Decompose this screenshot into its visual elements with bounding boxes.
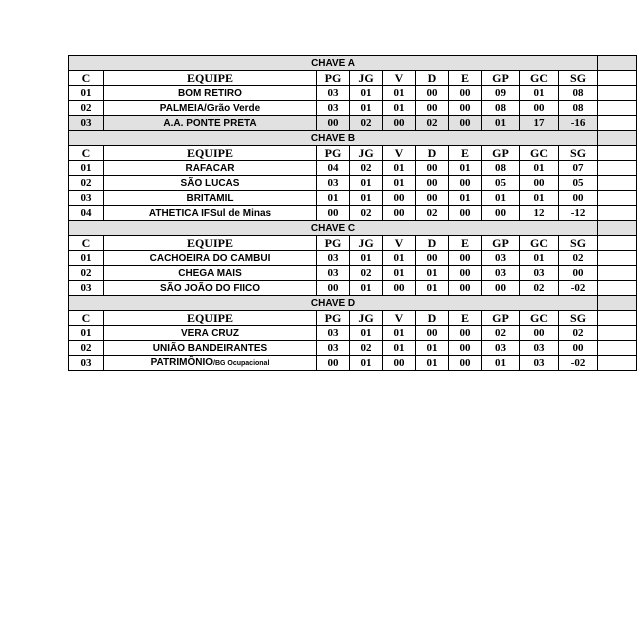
games-played-cell: 01 [350,191,383,206]
goals-for-cell: 01 [482,191,520,206]
draws-cell: 00 [449,356,482,371]
points-cell: 03 [317,341,350,356]
col-header-gc: GC [520,236,559,251]
position-cell: 04 [69,206,104,221]
empty-cell [598,341,637,356]
empty-cell [598,161,637,176]
col-header-team: EQUIPE [104,146,317,161]
group-title-row [69,56,637,71]
empty-cell [598,146,637,161]
col-header-v: V [383,71,416,86]
goal-difference-cell: 08 [559,101,598,116]
wins-cell: 01 [383,101,416,116]
group-title: CHAVE D [69,296,598,311]
empty-cell [598,326,637,341]
team-name-cell [104,86,317,101]
team-name: CHEGA MAIS [178,267,242,279]
col-header-gc: GC [520,71,559,86]
empty-cell [598,101,637,116]
losses-cell: 01 [416,341,449,356]
group-title: CHAVE C [69,221,598,236]
wins-cell: 01 [383,326,416,341]
col-header-gp: GP [482,311,520,326]
col-header-d: D [416,236,449,251]
table-row [69,161,637,176]
team-name-cell [104,341,317,356]
wins-cell: 00 [383,281,416,296]
losses-cell: 01 [416,356,449,371]
position-cell: 02 [69,101,104,116]
goals-against-cell: 01 [520,86,559,101]
games-played-cell: 01 [350,326,383,341]
goals-for-cell: 00 [482,206,520,221]
empty-cell [598,281,637,296]
games-played-cell: 01 [350,251,383,266]
goals-for-cell: 01 [482,116,520,131]
games-played-cell: 01 [350,281,383,296]
goals-against-cell: 00 [520,326,559,341]
empty-cell [598,266,637,281]
table-row [69,326,637,341]
empty-cell [598,251,637,266]
points-cell: 03 [317,86,350,101]
col-header-gp: GP [482,236,520,251]
empty-cell [598,191,637,206]
col-header-gc: GC [520,146,559,161]
table-row [69,116,637,131]
goals-against-cell: 01 [520,251,559,266]
games-played-cell: 01 [350,86,383,101]
points-cell: 00 [317,116,350,131]
col-header-gc: GC [520,311,559,326]
goals-for-cell: 08 [482,101,520,116]
points-cell: 00 [317,356,350,371]
team-name: RAFACAR [185,162,235,174]
col-header-team: EQUIPE [104,236,317,251]
group-title: CHAVE B [69,131,598,146]
col-header-jg: JG [350,71,383,86]
goals-for-cell: 09 [482,86,520,101]
goals-for-cell: 00 [482,281,520,296]
games-played-cell: 02 [350,116,383,131]
goals-against-cell: 12 [520,206,559,221]
goals-for-cell: 02 [482,326,520,341]
col-header-pg: PG [317,236,350,251]
points-cell: 03 [317,101,350,116]
table-row [69,281,637,296]
standings-table [68,55,637,371]
empty-cell [598,311,637,326]
goals-against-cell: 00 [520,176,559,191]
table-row [69,251,637,266]
col-header-d: D [416,311,449,326]
draws-cell: 00 [449,176,482,191]
empty-cell [598,176,637,191]
group-title: CHAVE A [69,56,598,71]
team-name: A.A. PONTE PRETA [163,117,257,129]
games-played-cell: 02 [350,161,383,176]
col-header-jg: JG [350,146,383,161]
position-cell: 01 [69,161,104,176]
wins-cell: 00 [383,206,416,221]
goals-against-cell: 02 [520,281,559,296]
team-name: BRITAMIL [186,192,234,204]
col-header-team: EQUIPE [104,311,317,326]
goal-difference-cell: 00 [559,191,598,206]
goals-for-cell: 05 [482,176,520,191]
empty-cell [598,131,637,146]
points-cell: 04 [317,161,350,176]
draws-cell: 01 [449,161,482,176]
goal-difference-cell: 08 [559,86,598,101]
table-row [69,191,637,206]
wins-cell: 01 [383,251,416,266]
wins-cell: 01 [383,86,416,101]
col-header-jg: JG [350,236,383,251]
col-header-sg: SG [559,71,598,86]
points-cell: 03 [317,266,350,281]
goal-difference-cell: 05 [559,176,598,191]
games-played-cell: 02 [350,206,383,221]
goal-difference-cell: -02 [559,281,598,296]
goal-difference-cell: -02 [559,356,598,371]
goals-against-cell: 00 [520,101,559,116]
points-cell: 01 [317,191,350,206]
position-cell: 01 [69,251,104,266]
goals-against-cell: 03 [520,266,559,281]
position-cell: 03 [69,191,104,206]
position-cell: 01 [69,86,104,101]
col-header-pg: PG [317,71,350,86]
team-name: UNIÃO BANDEIRANTES [152,342,268,354]
table-row [69,356,637,371]
col-header-e: E [449,236,482,251]
goals-for-cell: 03 [482,341,520,356]
goals-against-cell: 03 [520,356,559,371]
team-name-cell [104,191,317,206]
empty-cell [598,206,637,221]
draws-cell: 00 [449,86,482,101]
team-name-cell [104,326,317,341]
draws-cell: 00 [449,341,482,356]
table-row [69,206,637,221]
points-cell: 03 [317,251,350,266]
team-name: SÃO JOÃO DO FIICO [159,282,260,294]
column-header-row [69,71,637,86]
table-row [69,266,637,281]
goals-against-cell: 01 [520,191,559,206]
points-cell: 00 [317,281,350,296]
goals-for-cell: 03 [482,266,520,281]
losses-cell: 00 [416,251,449,266]
empty-cell [598,56,637,71]
draws-cell: 01 [449,191,482,206]
team-name-cell [104,266,317,281]
team-name-cell [104,281,317,296]
goal-difference-cell: 00 [559,341,598,356]
table-row [69,341,637,356]
draws-cell: 00 [449,101,482,116]
col-header-team: EQUIPE [104,71,317,86]
goal-difference-cell: -16 [559,116,598,131]
goal-difference-cell: 02 [559,326,598,341]
games-played-cell: 01 [350,101,383,116]
empty-cell [598,116,637,131]
goal-difference-cell: 02 [559,251,598,266]
goal-difference-cell: -12 [559,206,598,221]
team-name-cell [104,116,317,131]
col-header-c: C [69,146,104,161]
wins-cell: 00 [383,356,416,371]
games-played-cell: 01 [350,176,383,191]
games-played-cell: 02 [350,266,383,281]
col-header-sg: SG [559,146,598,161]
team-name: ATHETICA IFSul de Minas [148,207,272,219]
goals-against-cell: 03 [520,341,559,356]
col-header-e: E [449,71,482,86]
wins-cell: 00 [383,191,416,206]
losses-cell: 00 [416,326,449,341]
team-name-suffix: /BG Ocupacional [213,360,270,367]
losses-cell: 02 [416,116,449,131]
losses-cell: 00 [416,191,449,206]
team-name: PATRIMÔNIO [150,357,213,368]
table-row [69,101,637,116]
draws-cell: 00 [449,266,482,281]
points-cell: 03 [317,176,350,191]
games-played-cell: 01 [350,356,383,371]
group-title-row [69,131,637,146]
col-header-d: D [416,71,449,86]
position-cell: 03 [69,116,104,131]
team-name: SÃO LUCAS [180,177,240,189]
goal-difference-cell: 00 [559,266,598,281]
goals-against-cell: 01 [520,161,559,176]
wins-cell: 00 [383,116,416,131]
losses-cell: 00 [416,161,449,176]
team-name-cell [104,206,317,221]
position-cell: 02 [69,176,104,191]
points-cell: 03 [317,326,350,341]
col-header-pg: PG [317,311,350,326]
empty-cell [598,236,637,251]
team-name: PALMEIA/Grão Verde [159,102,261,114]
position-cell: 03 [69,281,104,296]
col-header-v: V [383,311,416,326]
position-cell: 03 [69,356,104,371]
losses-cell: 00 [416,86,449,101]
position-cell: 02 [69,341,104,356]
col-header-e: E [449,146,482,161]
position-cell: 02 [69,266,104,281]
goals-against-cell: 17 [520,116,559,131]
games-played-cell: 02 [350,341,383,356]
column-header-row [69,236,637,251]
col-header-c: C [69,236,104,251]
col-header-jg: JG [350,311,383,326]
group-title-row [69,221,637,236]
empty-cell [598,86,637,101]
losses-cell: 01 [416,266,449,281]
draws-cell: 00 [449,281,482,296]
losses-cell: 00 [416,101,449,116]
group-title-row [69,296,637,311]
draws-cell: 00 [449,251,482,266]
team-name: VERA CRUZ [181,327,239,339]
col-header-c: C [69,311,104,326]
col-header-gp: GP [482,146,520,161]
position-cell: 01 [69,326,104,341]
goals-for-cell: 03 [482,251,520,266]
empty-cell [598,356,637,371]
team-name: BOM RETIRO [178,87,242,99]
team-name-cell [104,356,317,371]
wins-cell: 01 [383,176,416,191]
column-header-row [69,146,637,161]
column-header-row [69,311,637,326]
points-cell: 00 [317,206,350,221]
draws-cell: 00 [449,326,482,341]
losses-cell: 02 [416,206,449,221]
col-header-gp: GP [482,71,520,86]
goals-for-cell: 01 [482,356,520,371]
team-name: CACHOEIRA DO CAMBUI [149,252,271,264]
col-header-sg: SG [559,236,598,251]
goals-for-cell: 08 [482,161,520,176]
wins-cell: 01 [383,161,416,176]
draws-cell: 00 [449,116,482,131]
team-name-cell [104,251,317,266]
team-name-cell [104,161,317,176]
empty-cell [598,71,637,86]
empty-cell [598,296,637,311]
team-name-cell [104,176,317,191]
col-header-v: V [383,236,416,251]
draws-cell: 00 [449,206,482,221]
team-name-cell [104,101,317,116]
col-header-d: D [416,146,449,161]
col-header-c: C [69,71,104,86]
wins-cell: 01 [383,341,416,356]
losses-cell: 00 [416,176,449,191]
goal-difference-cell: 07 [559,161,598,176]
table-row [69,86,637,101]
col-header-v: V [383,146,416,161]
wins-cell: 01 [383,266,416,281]
standings-body [69,56,637,371]
empty-cell [598,221,637,236]
col-header-sg: SG [559,311,598,326]
losses-cell: 01 [416,281,449,296]
col-header-e: E [449,311,482,326]
col-header-pg: PG [317,146,350,161]
table-row [69,176,637,191]
